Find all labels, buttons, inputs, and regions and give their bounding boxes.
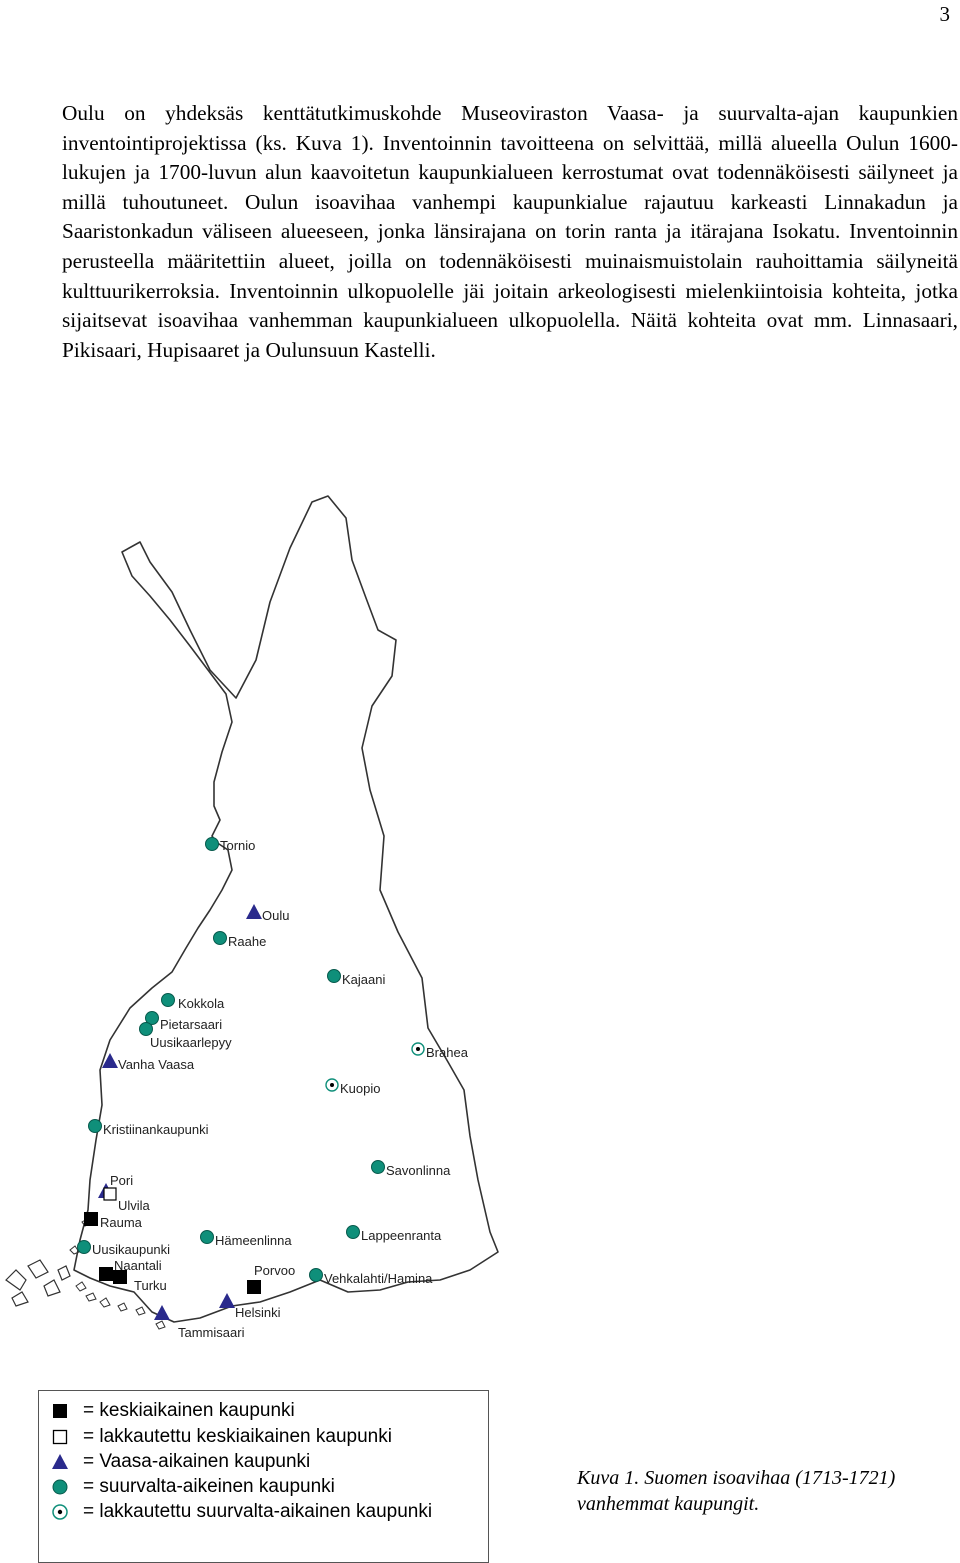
aland-islands — [6, 1260, 70, 1306]
teal-circle-icon — [51, 1478, 69, 1496]
filled-square-icon — [51, 1402, 69, 1420]
town-label-helsinki: Helsinki — [235, 1305, 281, 1320]
town-label-raahe: Raahe — [228, 934, 267, 949]
town-marker-porvoo — [247, 1280, 261, 1294]
town-label-lappeenranta: Lappeenranta — [361, 1228, 442, 1243]
town-label-turku: Turku — [134, 1278, 167, 1293]
town-label-brahea: Brahea — [426, 1045, 468, 1060]
town-label-kokkola: Kokkola — [178, 996, 225, 1011]
town-label-kristiinankaupunki: Kristiinankaupunki — [103, 1122, 209, 1137]
town-marker-ulvila — [104, 1188, 116, 1200]
town-label-uusikaarlepyy: Uusikaarlepyy — [150, 1035, 232, 1050]
town-label-uusikaupunki: Uusikaupunki — [92, 1242, 171, 1257]
town-label-naantali: Naantali — [114, 1258, 162, 1273]
town-label-pori: Pori — [110, 1173, 134, 1188]
town-label-rauma: Rauma — [100, 1215, 142, 1230]
legend-item-defunct-great-power — [51, 1500, 432, 1524]
figure-caption — [577, 1465, 947, 1517]
triangle-icon — [51, 1453, 69, 1471]
town-label-ulvila: Ulvila — [118, 1198, 150, 1213]
town-marker-uusikaupunki — [78, 1241, 91, 1254]
town-label-porvoo: Porvoo — [254, 1263, 296, 1278]
town-marker-uusikaarlepyy — [140, 1023, 153, 1036]
town-label-vehkalahti-hamina: Vehkalahti/Hamina — [324, 1271, 433, 1286]
legend-label: = lakkautettu keskiaikainen kaupunki — [83, 1426, 392, 1447]
map-legend — [38, 1390, 489, 1563]
town-marker-raahe — [214, 932, 227, 945]
town-marker-naantali — [99, 1267, 113, 1281]
town-label-tornio: Tornio — [220, 838, 256, 853]
caption-line-1: Kuva 1. Suomen isoavihaa (1713-1721) — [577, 1467, 896, 1489]
legend-label: = lakkautettu suurvalta-aikainen kaupunki — [83, 1501, 433, 1522]
town-marker-kristiinankaupunki — [89, 1120, 102, 1133]
town-marker-kuopio — [326, 1079, 338, 1091]
town-label-savonlinna: Savonlinna — [386, 1163, 451, 1178]
town-label-kajaani: Kajaani — [342, 972, 386, 987]
town-marker-oulu — [246, 904, 262, 919]
town-labels — [92, 838, 469, 1340]
town-marker-tammisaari — [154, 1305, 170, 1320]
town-marker-kokkola — [162, 994, 175, 1007]
town-marker-vehkalahti-hamina — [310, 1269, 323, 1282]
finland-map — [0, 480, 560, 1350]
legend-label: = Vaasa-aikainen kaupunki — [83, 1451, 311, 1472]
town-marker-brahea — [412, 1043, 424, 1055]
town-label-pietarsaari: Pietarsaari — [160, 1017, 223, 1032]
town-marker-tornio — [206, 838, 219, 851]
dotted-circle-icon — [51, 1503, 69, 1521]
town-marker-h-meenlinna — [201, 1231, 214, 1244]
empty-square-icon — [51, 1428, 69, 1446]
legend-label: = suurvalta-aikeinen kaupunki — [83, 1476, 335, 1497]
town-marker-helsinki — [219, 1293, 235, 1308]
legend-item-vaasa-era — [51, 1450, 310, 1474]
town-marker-lappeenranta — [347, 1226, 360, 1239]
page-number: 3 — [939, 2, 950, 26]
legend-item-medieval — [51, 1399, 295, 1423]
town-marker-kajaani — [328, 970, 341, 983]
body-paragraph: Oulu on yhdeksäs kenttätutkimuskohde Museoviraston Vaasa- ja suurvalta-ajan kaupunkien inventointiprojektissa (ks. Kuva 1). Inventoinnin tavoitteena on selvittää, millä alueella Oulun 1600-lukujen ja 1700-luvun alun kaavoitetun kaupunkialueen kerrostumat ovat todennäköisesti säilyneet ja millä tuhoutuneet. Oulun isoavihaa vanhempi kaupunkialue rajautuu karkeasti Linnakadun ja Saaristonkadun väliseen alueeseen, jonka länsirajana on torin ranta ja itärajana Isokatu. Inventoinnin perusteella määritettiin alueet, joilla on todennäköisesti muinaismuistolain rauhoittamia säilyneitä kulttuurikerroksia. Inventoinnin ulkopuolelle jäi joitain arkeologisesti mielenkiintoisia kohteita, jotka sijaitsevat isoavihaa vanhemman kaupunkialueen ulkopuolella. Näitä kohteita ovat mm. Linnasaari, Pikisaari, Hupisaaret ja Oulunsuun Kastelli. — [62, 101, 958, 362]
town-label-vanha-vaasa: Vanha Vaasa — [118, 1057, 195, 1072]
legend-item-defunct-medieval — [51, 1425, 392, 1449]
town-label-tammisaari: Tammisaari — [178, 1325, 245, 1340]
town-marker-savonlinna — [372, 1161, 385, 1174]
town-label-oulu: Oulu — [262, 908, 290, 923]
caption-line-2: vanhemmat kaupungit. — [577, 1493, 760, 1515]
town-label-h-meenlinna: Hämeenlinna — [215, 1233, 292, 1248]
legend-label: = keskiaikainen kaupunki — [83, 1400, 295, 1421]
town-label-kuopio: Kuopio — [340, 1081, 381, 1096]
legend-item-great-power-era — [51, 1475, 335, 1499]
town-marker-rauma — [84, 1212, 98, 1226]
